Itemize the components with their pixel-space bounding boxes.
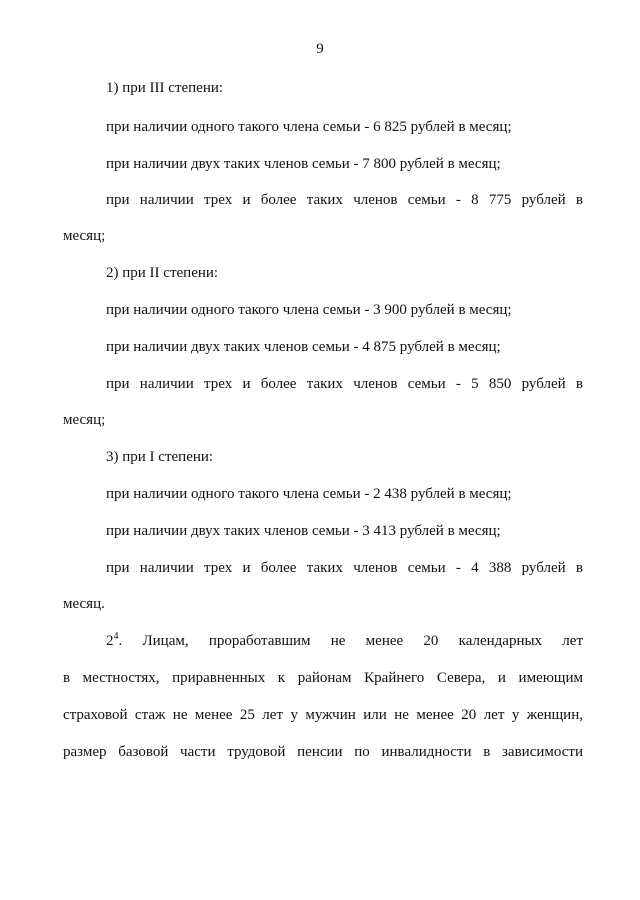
text-line: при наличии двух таких членов семьи - 4 875 рублей в месяц; [106, 339, 501, 355]
paragraph-2-4-first-line [106, 632, 583, 650]
text-line: при наличии одного такого члена семьи - 6 825 рублей в месяц; [106, 119, 512, 135]
clause-heading-degree-2: 2) при II степени: [106, 265, 219, 281]
text-line: месяц. [63, 596, 105, 612]
text-line: при наличии двух таких членов семьи - 3 413 рублей в месяц; [106, 523, 501, 539]
clause-heading-degree-1: 3) при I степени: [106, 449, 214, 465]
section-superscript: 4 [113, 631, 119, 642]
section-number: 2 [106, 633, 114, 649]
text-line: в местностях, приравненных к районам Крайнего Севера, и имеющим [63, 670, 583, 686]
text-line: страховой стаж не менее 25 лет у мужчин или не менее 20 лет у женщин, [63, 707, 583, 723]
text-line: . Лицам, проработавшим не менее 20 календарных лет [118, 633, 583, 649]
text-line: при наличии трех и более таких членов семьи - 5 850 рублей в [106, 376, 583, 392]
text-line: при наличии одного такого члена семьи - 3 900 рублей в месяц; [106, 302, 512, 318]
text-line: месяц; [63, 228, 106, 244]
text-line: размер базовой части трудовой пенсии по инвалидности в зависимости [63, 744, 583, 760]
text-line: при наличии одного такого члена семьи - 2 438 рублей в месяц; [106, 486, 512, 502]
text-line: при наличии трех и более таких членов семьи - 8 775 рублей в [106, 192, 583, 208]
clause-heading-degree-3: 1) при III степени: [106, 80, 224, 96]
text-line: при наличии трех и более таких членов семьи - 4 388 рублей в [106, 560, 583, 576]
text-line: месяц; [63, 412, 106, 428]
text-line: при наличии двух таких членов семьи - 7 800 рублей в месяц; [106, 156, 501, 172]
page-number: 9 [316, 41, 324, 57]
